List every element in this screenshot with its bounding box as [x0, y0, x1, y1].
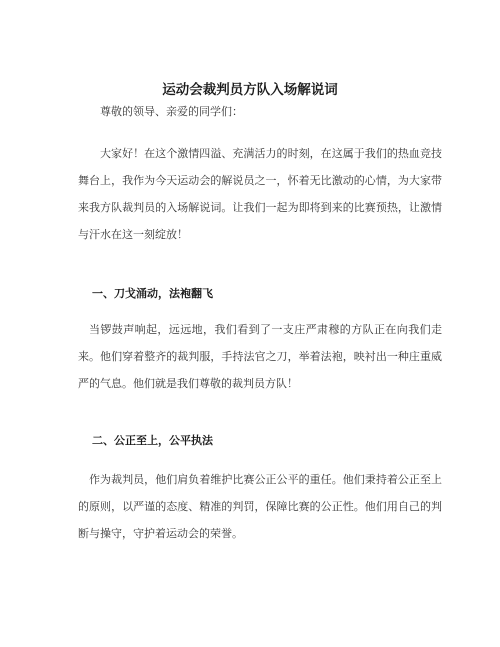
- section-heading-2: 二、公正至上，公平执法: [92, 434, 213, 447]
- document-title: 运动会裁判员方队入场解说词: [162, 82, 338, 98]
- section-heading-1: 一、刀戈涌动，法袍翻飞: [92, 287, 213, 300]
- salutation: 尊敬的领导、亲爱的同学们：: [100, 105, 243, 118]
- section-body-2: 作为裁判员，他们肩负着维护比赛公正公平的重任。他们秉持着公正至上的原则，以严谨的态度、精准的判罚，保障比赛的公正性。他们用自己的判断与操守，守护着运动会的荣誉。: [78, 473, 442, 540]
- intro-paragraph: 大家好！在这个激情四溢、充满活力的时刻，在这属于我们的热血竞技舞台上，我作为今天运动会的解说员之一，怀着无比激动的心情，为大家带来我方队裁判员的入场解说词。让我们一起为即将到来的比赛预热，让激情与汗水在这一刻绽放！: [78, 147, 442, 241]
- section-body-1: 当锣鼓声响起，远远地，我们看到了一支庄严肃穆的方队正在向我们走来。他们穿着整齐的裁判服，手持法官之刀，举着法袍，映衬出一种庄重威严的气息。他们就是我们尊敬的裁判员方队！: [78, 323, 442, 390]
